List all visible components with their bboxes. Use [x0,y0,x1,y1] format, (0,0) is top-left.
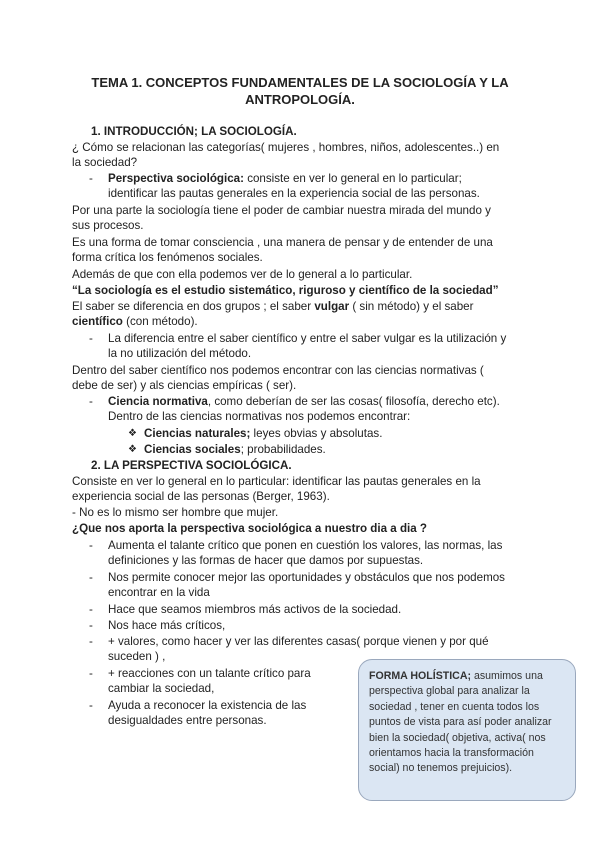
list-item: Ayuda a reconocer la existencia de las [108,699,307,712]
list-item: Aumenta el talante crítico que ponen en cuestión los valores, las normas, las [108,539,503,552]
bullet-dash: - [89,699,93,712]
bullet-dash: - [89,603,93,616]
bullet-dash: - [89,571,93,584]
bullet-dash: - [89,619,93,632]
sociology-quote: “La sociología es el estudio sistemático, riguroso y científico de la sociedad” [72,284,499,297]
diamond-bullet-icon: ❖ [128,444,137,455]
section-2-paragraph-line-2: experiencia social de las personas (Berger, 1963). [72,490,330,503]
bullet-normativa-text: , como deberían de ser las cosas( filosofía, derecho etc). [207,395,500,408]
bullet-normativa-line-2: Dentro de las ciencias normativas nos podemos encontrar: [108,410,411,423]
list-item: desigualdades entre personas. [108,714,267,727]
list-item: + valores, como hacer y ver las diferentes casas( porque vienen y por qué [108,635,489,648]
diamond-bullet-icon: ❖ [128,428,137,439]
question-line-2: la sociedad? [72,156,138,169]
sub-item-naturales [144,426,382,441]
note-line-1-text: asumimos una [471,670,543,682]
note-line-6: orientamos hacia la transformación [369,747,534,760]
list-item: + reacciones con un talante crítico para [108,667,311,680]
document-title [60,74,540,108]
paragraph-2-line-1: Es una forma de tomar consciencia , una manera de pensar y de entender de una [72,236,493,249]
bullet-perspectiva-line-2: identificar las pautas generales en la experiencia social de las personas. [108,187,480,200]
note-line-7: social) no tenemos prejuicios). [369,762,513,775]
paragraph-4-text-b: ( sin método) y el saber [349,300,474,313]
bullet-perspectiva [108,171,462,186]
bullet-perspectiva-text: consiste en ver lo general en lo particular; [243,172,462,185]
bullet-diferencia-line-1: La diferencia entre el saber científico y entre el saber vulgar es la utilización y [108,332,507,345]
list-item: definiciones y las formas de hacer que damos por supuestas. [108,554,424,567]
paragraph-1-line-2: sus procesos. [72,219,144,232]
list-item: Nos hace más críticos, [108,619,226,632]
sub-item-sociales-bold: Ciencias sociales [144,443,241,456]
list-item: encontrar en la vida [108,586,210,599]
note-line-4: puntos de vista para así poder analizar [369,716,552,729]
sub-item-naturales-bold: Ciencias naturales; [144,427,251,440]
title-line-2: ANTROPOLOGÍA. [245,92,355,107]
section-2-paragraph-line-1: Consiste en ver lo general en lo particular: identificar las pautas generales en la [72,475,481,488]
bullet-dash: - [89,539,93,552]
sub-item-sociales-text: ; probabilidades. [240,443,326,456]
paragraph-2-line-2: forma crítica los fenómenos sociales. [72,251,263,264]
paragraph-4-text-a: El saber se diferencia en dos grupos ; el saber [72,300,315,313]
bullet-dash: - [89,635,93,648]
bullet-diferencia-line-2: la no utilización del método. [108,347,252,360]
note-line-1 [369,669,567,684]
list-item: cambiar la sociedad, [108,682,215,695]
paragraph-5-line-1: Dentro del saber científico nos podemos encontrar con las ciencias normativas ( [72,364,484,377]
section-2-note: - No es lo mismo ser hombre que mujer. [72,506,279,519]
section-2-heading: 2. LA PERSPECTIVA SOCIOLÓGICA. [91,459,292,472]
paragraph-5-line-2: debe de ser) y als ciencias empíricas ( ser). [72,379,297,392]
bullet-dash: - [89,332,93,345]
paragraph-1-line-1: Por una parte la sociología tiene el poder de cambiar nuestra mirada del mundo y [72,204,491,217]
list-item: Nos permite conocer mejor las oportunidades y obstáculos que nos podemos [108,571,505,584]
bullet-normativa [108,394,500,409]
question-line-1: ¿ Cómo se relacionan las categorías( mujeres , hombres, niños, adolescentes..) en [72,141,500,154]
paragraph-4-line-2 [72,314,198,329]
note-line-2: perspectiva global para analizar la [369,685,530,698]
list-item: Hace que seamos miembros más activos de la sociedad. [108,603,402,616]
paragraph-3: Además de que con ella podemos ver de lo general a lo particular. [72,268,413,281]
paragraph-4-cientifico: científico [72,315,123,328]
note-line-5: bien la sociedad( objetiva, activa( nos [369,731,546,744]
paragraph-4-vulgar: vulgar [314,300,350,313]
bullet-dash: - [89,172,93,185]
sub-item-naturales-text: leyes obvias y absolutas. [250,427,383,440]
sub-item-sociales [144,442,326,457]
paragraph-4-text-c: (con método). [122,315,198,328]
note-bold-heading: FORMA HOLÍSTICA; [369,670,472,682]
bullet-normativa-bold: Ciencia normativa [108,395,208,408]
bullet-dash: - [89,395,93,408]
holistic-note-box [358,659,576,801]
section-1-heading: 1. INTRODUCCIÓN; LA SOCIOLOGÍA. [91,125,297,138]
bullet-dash: - [89,667,93,680]
note-line-3: sociedad , tener en cuenta todos los [369,700,540,713]
list-item: suceden ) , [108,650,166,663]
title-line-1: TEMA 1. CONCEPTOS FUNDAMENTALES DE LA SOCIOLOGÍA Y LA [91,75,509,90]
bullet-perspectiva-bold: Perspectiva sociológica: [108,172,244,185]
section-2-question: ¿Que nos aporta la perspectiva sociológica a nuestro dia a dia ? [72,522,427,535]
paragraph-4-line-1 [72,299,474,314]
